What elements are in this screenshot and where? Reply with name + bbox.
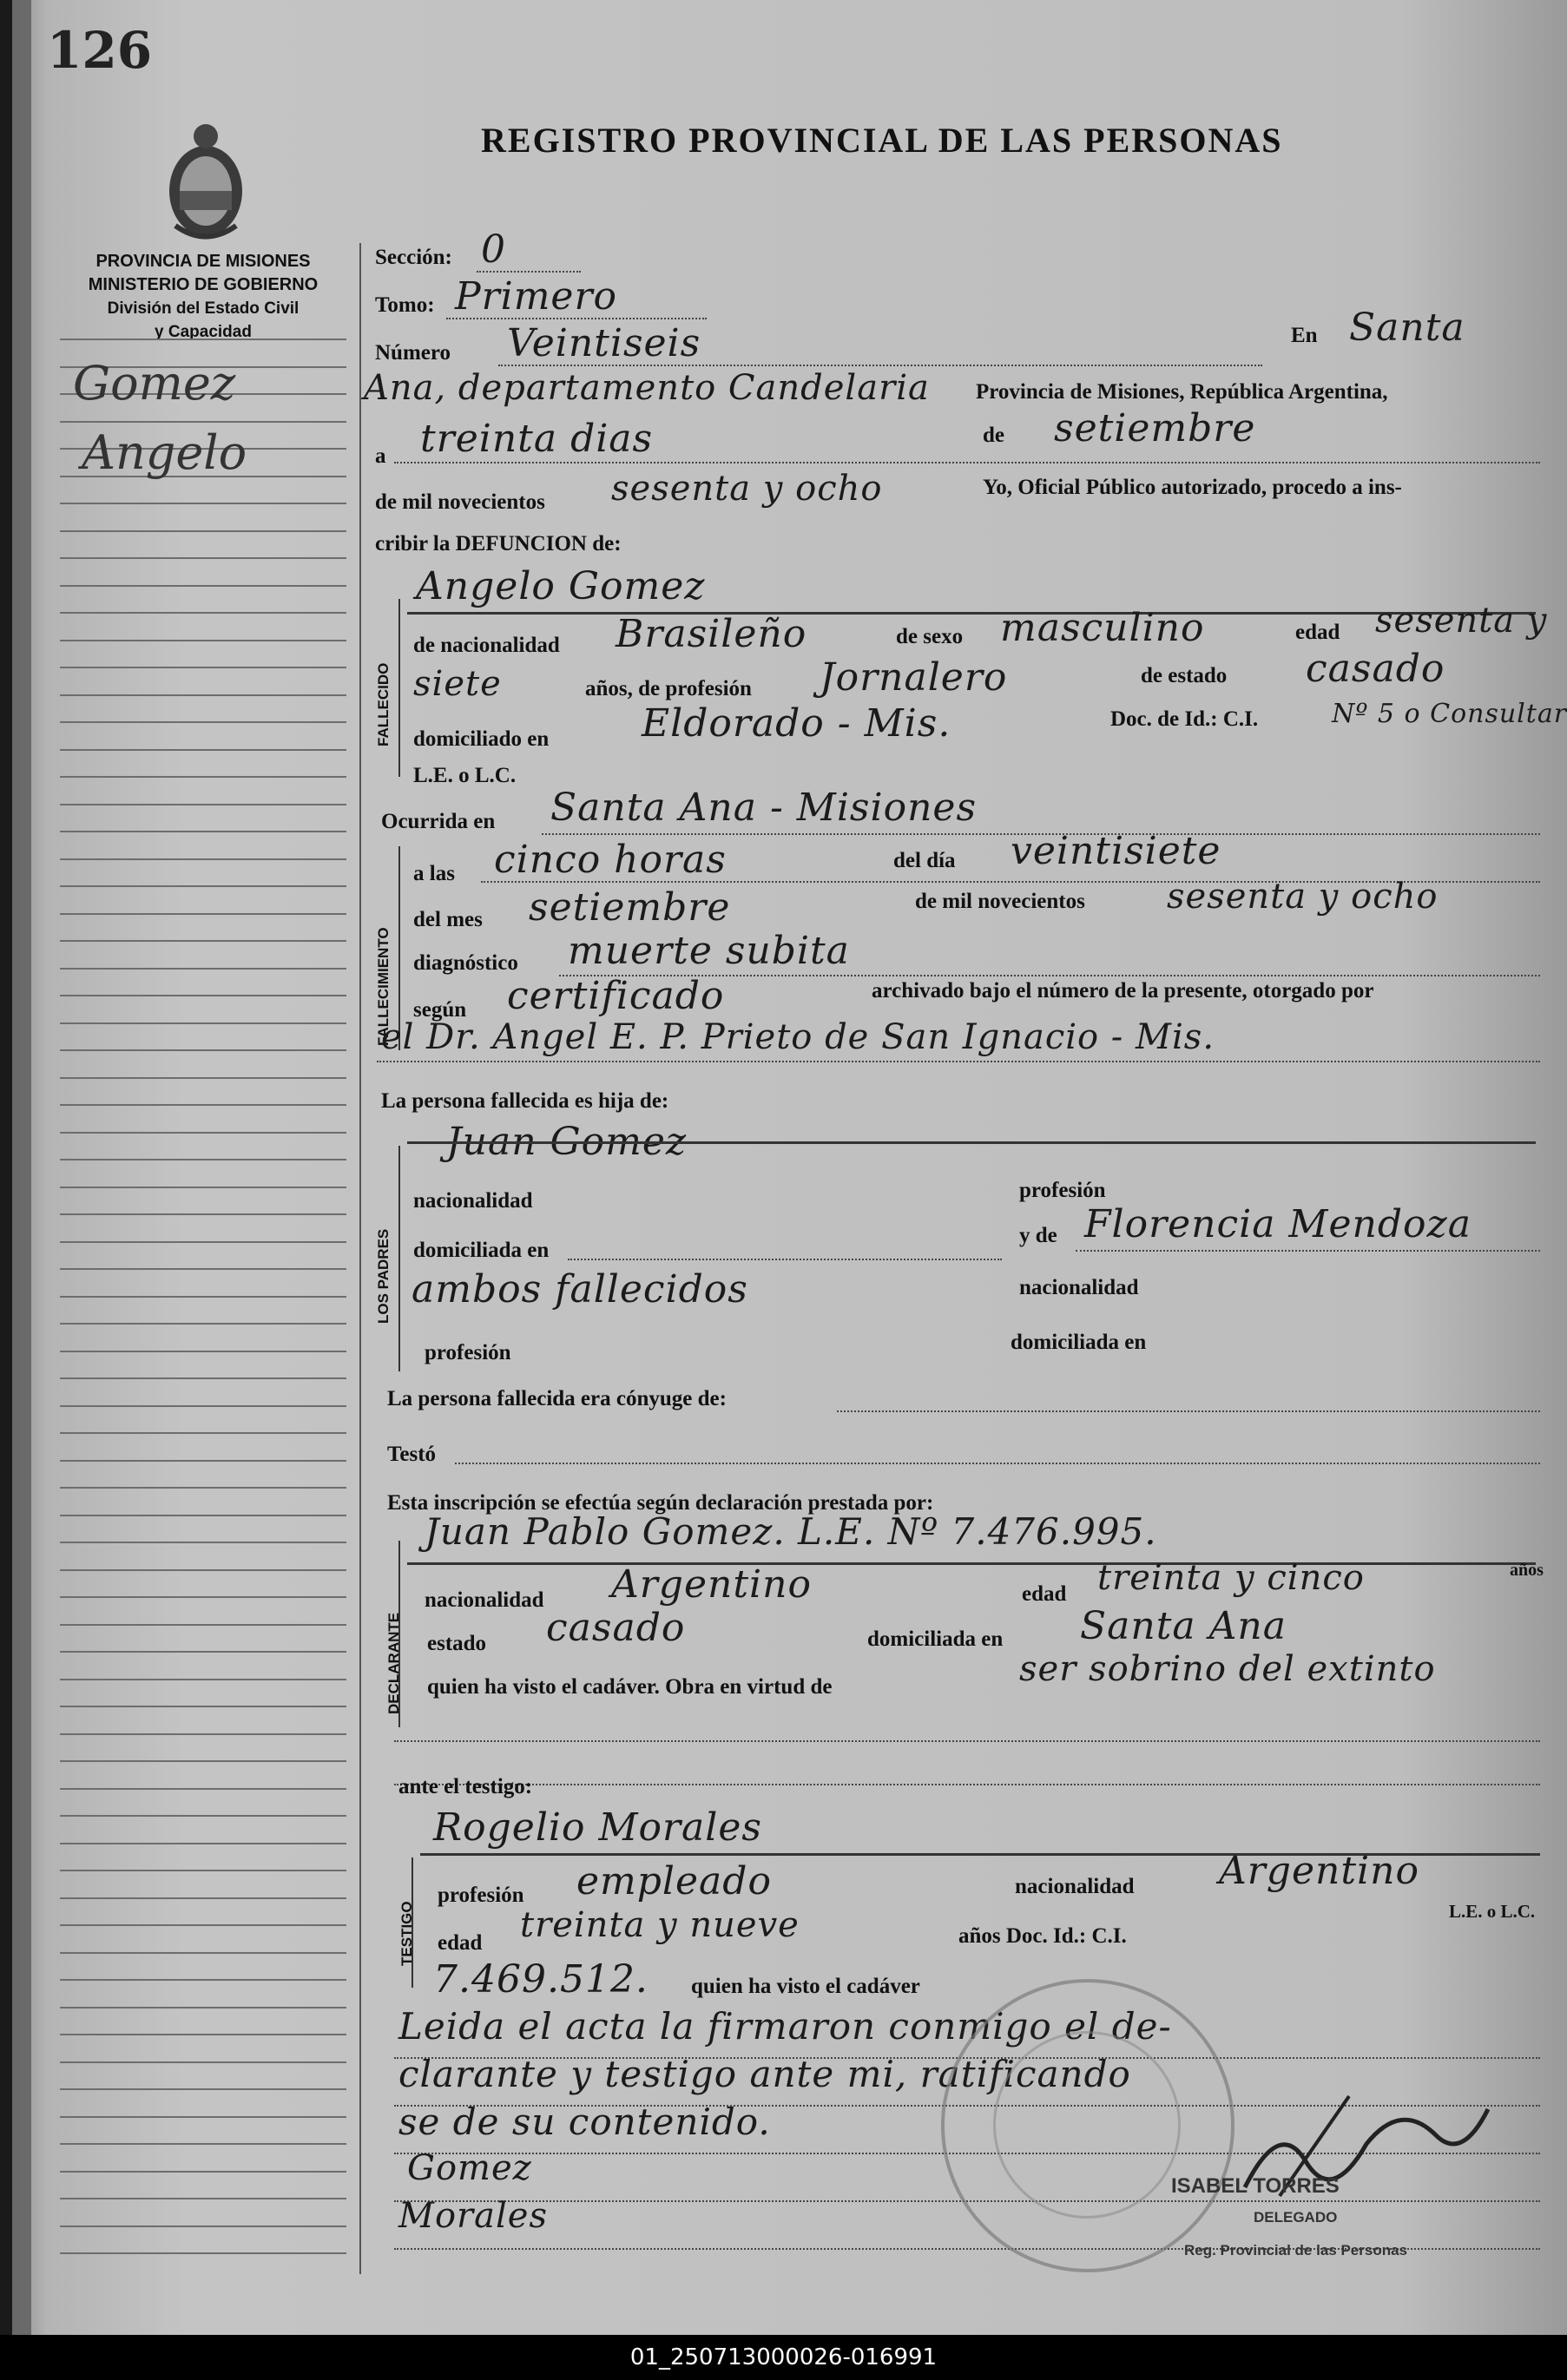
- document-title: REGISTRO PROVINCIAL DE LAS PERSONAS: [481, 121, 1283, 160]
- margin-rule-line: [60, 1432, 346, 1434]
- numero-label: Número: [375, 341, 451, 365]
- margin-rule-line: [60, 1487, 346, 1489]
- margin-rule-line: [60, 2034, 346, 2035]
- margin-rule-line: [60, 1569, 346, 1571]
- margin-rule-line: [60, 2116, 346, 2118]
- margin-rule-line: [60, 2143, 346, 2145]
- fallecido-section-label: FALLECIDO: [375, 662, 392, 746]
- anios-profesion-label: años, de profesión: [585, 677, 752, 700]
- madre-domic-label: domiciliada en: [1011, 1331, 1147, 1354]
- domicilio-label: domiciliado en: [413, 727, 550, 751]
- locality-value: Ana, departamento Candelaria: [364, 368, 930, 408]
- margin-rule-line: [60, 1132, 346, 1134]
- dia-label: del día: [893, 849, 956, 872]
- padre-domic-line: [568, 1259, 1002, 1260]
- padres-bracket: [398, 1146, 400, 1371]
- margin-rule-line: [60, 1979, 346, 1981]
- margin-rule-line: [60, 804, 346, 805]
- margin-rule-line: [60, 1296, 346, 1298]
- oficial-text: Yo, Oficial Público autorizado, procedo a ins-: [983, 476, 1402, 499]
- testigo-nombre: Rogelio Morales: [433, 1805, 762, 1850]
- hija-text: La persona fallecida es hija de:: [381, 1089, 669, 1113]
- ocurrida-value: Santa Ana - Misiones: [550, 786, 978, 830]
- fallecimiento-section-label: FALLECIMIENTO: [375, 927, 392, 1046]
- margin-rule-line: [60, 885, 346, 887]
- fallecido-profesion: Jornalero: [820, 655, 1008, 700]
- domicilio-value: Eldorado - Mis.: [642, 701, 951, 746]
- madre-nac-label: nacionalidad: [1019, 1276, 1139, 1299]
- madre-prof-label: profesión: [425, 1341, 511, 1364]
- margin-rule-line: [60, 1351, 346, 1352]
- margin-rule-line: [60, 2007, 346, 2009]
- margin-rule-line: [60, 2061, 346, 2063]
- doc-label: Doc. de Id.: C.I.: [1110, 707, 1259, 731]
- otorgado-value: el Dr. Angel E. P. Prieto de San Ignacio - Mis.: [381, 1017, 1215, 1057]
- conyuge-text: La persona fallecida era cónyuge de:: [387, 1387, 727, 1410]
- cierre-line-1: Leida el acta la firmaron conmigo el de-: [398, 2005, 1172, 2048]
- margin-rule-line: [60, 1870, 346, 1871]
- margin-rule-line: [60, 585, 346, 587]
- margin-rule-line: [60, 1788, 346, 1790]
- testigo-doc-value: 7.469.512.: [433, 1957, 649, 2002]
- sexo-label: de sexo: [896, 625, 964, 648]
- testigo-edad-value: treinta y nueve: [520, 1905, 800, 1945]
- margin-rule-line: [60, 1323, 346, 1325]
- segun-label: según: [413, 998, 467, 1022]
- provincia-label: Provincia de Misiones, República Argentina,: [976, 380, 1388, 404]
- testigo-le-label: L.E. o L.C.: [1449, 1901, 1536, 1922]
- declarante-visto-value: ser sobrino del extinto: [1019, 1649, 1436, 1689]
- seccion-value: 0: [481, 227, 506, 272]
- ambos-value: ambos fallecidos: [412, 1267, 748, 1312]
- numero-value: Veintiseis: [507, 321, 701, 365]
- padre-line: [407, 1141, 1536, 1144]
- archivado-text: archivado bajo el número de la presente, otorgado por: [872, 979, 1374, 1003]
- conyuge-line: [837, 1410, 1540, 1412]
- margin-rule-line: [60, 995, 346, 996]
- sexo-value: masculino: [1000, 606, 1205, 650]
- margin-rule-line: [60, 776, 346, 778]
- edad-value: sesenta y: [1375, 601, 1548, 641]
- declarante-edad-value: treinta y cinco: [1097, 1558, 1365, 1598]
- margin-rule-line: [60, 1542, 346, 1543]
- declarante-nac-value: Argentino: [611, 1562, 812, 1607]
- estado-label: de estado: [1141, 664, 1228, 687]
- alas-label: a las: [413, 862, 455, 885]
- padre-value: Juan Gomez: [446, 1120, 688, 1164]
- ante-testigo-text: ante el testigo:: [398, 1775, 533, 1798]
- date-line: [394, 462, 1540, 464]
- dia-value: veintisiete: [1011, 829, 1221, 873]
- mes-label: del mes: [413, 908, 483, 931]
- declarante-estado-value: casado: [546, 1606, 686, 1650]
- testo-line: [455, 1463, 1540, 1464]
- testigo-prof-label: profesión: [438, 1884, 524, 1907]
- seccion-line: [477, 271, 581, 273]
- testigo-nac-label: nacionalidad: [1015, 1875, 1135, 1898]
- margin-rule-line: [60, 1213, 346, 1215]
- testigo-edad-label: edad: [438, 1931, 483, 1955]
- testigo-nac-value: Argentino: [1219, 1849, 1419, 1893]
- en-value: Santa: [1349, 306, 1465, 350]
- edad-label: edad: [1295, 621, 1340, 644]
- margin-rule-line: [60, 2225, 346, 2227]
- margin-rule-line: [60, 1733, 346, 1735]
- margin-rule-line: [60, 640, 346, 641]
- margin-rule-line: [60, 1159, 346, 1160]
- segun-value: certificado: [507, 974, 725, 1018]
- declaracion-intro: Esta inscripción se efectúa según declaración prestada por:: [387, 1491, 934, 1515]
- margin-rule-line: [60, 1897, 346, 1899]
- declarante-extra-line-1: [394, 1740, 1540, 1742]
- margin-rule-line: [60, 530, 346, 532]
- firma-declarante: Gomez: [407, 2148, 532, 2188]
- margin-rule-line: [60, 1952, 346, 1954]
- testigo-prof-value: empleado: [576, 1859, 772, 1903]
- margin-rule-line: [60, 694, 346, 696]
- image-id-caption: 01_250713000026-016991: [0, 2335, 1567, 2380]
- margin-rule-line: [60, 1377, 346, 1379]
- margin-rule-line: [60, 1077, 346, 1079]
- tomo-label: Tomo:: [375, 293, 435, 317]
- margin-rule-line: [60, 1651, 346, 1653]
- margin-rule-line: [60, 858, 346, 860]
- margin-rule-line: [60, 1843, 346, 1844]
- mes-value: setiembre: [1054, 406, 1256, 450]
- testigo-doc-label: años Doc. Id.: C.I.: [958, 1924, 1127, 1948]
- org-province: PROVINCIA DE MISIONES: [95, 252, 311, 271]
- margin-rule-line: [60, 721, 346, 723]
- dia-value: treinta dias: [420, 417, 654, 461]
- margin-rule-line: [60, 1405, 346, 1407]
- declarante-domic-label: domiciliada en: [867, 1627, 1004, 1651]
- fallecido-bracket: [398, 599, 400, 777]
- declarante-extra-line-2: [394, 1784, 1540, 1785]
- margin-rule-line: [60, 1460, 346, 1462]
- margin-rule-line: [60, 2088, 346, 2090]
- en-label: En: [1291, 324, 1318, 347]
- cierre-line-2: clarante y testigo ante mi, ratificando: [398, 2053, 1131, 2095]
- seccion-label: Sección:: [375, 246, 452, 269]
- margin-rule-line: [60, 1624, 346, 1626]
- fallecimiento-anio: sesenta y ocho: [1167, 877, 1439, 917]
- estado-value: casado: [1306, 647, 1445, 691]
- margin-rule-line: [60, 968, 346, 970]
- declarante-domic-value: Santa Ana: [1080, 1604, 1287, 1648]
- official-name: ISABEL TORRES: [1171, 2174, 1340, 2198]
- diagnostico-value: muerte subita: [568, 929, 850, 973]
- madre-value: Florencia Mendoza: [1084, 1202, 1472, 1246]
- declarante-estado-label: estado: [427, 1632, 487, 1655]
- diagnostico-label: diagnóstico: [413, 951, 518, 975]
- fallecido-nombre: Angelo Gomez: [416, 564, 706, 608]
- official-seal-inner-ring: [993, 2031, 1181, 2219]
- testigo-section-label: TESTIGO: [398, 1901, 415, 1966]
- fallecimiento-mil-label: de mil novecientos: [915, 890, 1085, 913]
- padre-prof-label: profesión: [1019, 1179, 1106, 1202]
- declarante-edad-label: edad: [1022, 1582, 1067, 1606]
- testigo-visto-text: quien ha visto el cadáver: [691, 1975, 920, 1998]
- a-label: a: [375, 444, 386, 468]
- margin-rule-line: [60, 612, 346, 614]
- hora-value: cinco horas: [494, 838, 727, 882]
- le-label: L.E. o L.C.: [413, 764, 517, 787]
- declarante-nac-label: nacionalidad: [425, 1588, 544, 1612]
- padre-domic-label: domiciliada en: [413, 1239, 550, 1262]
- inscribir-text: cribir la DEFUNCION de:: [375, 532, 622, 556]
- mil-label: de mil novecientos: [375, 490, 545, 514]
- margin-rule-line: [60, 1049, 346, 1051]
- org-division: División del Estado Civil: [107, 299, 300, 318]
- padres-section-label: LOS PADRES: [375, 1228, 392, 1324]
- org-ministry: MINISTERIO DE GOBIERNO: [88, 275, 319, 294]
- doc-value: Nº 5 o Consultar: [1332, 699, 1567, 729]
- margin-rule-line: [60, 1596, 346, 1598]
- margin-rule-line: [60, 2198, 346, 2199]
- margin-rule-line: [60, 1760, 346, 1762]
- fallecido-nac-label: de nacionalidad: [413, 634, 560, 657]
- margin-rule-line: [60, 940, 346, 942]
- numero-line: [498, 365, 1262, 366]
- fallecido-nombre-line: [407, 612, 1536, 615]
- declarante-nombre-line: [407, 1562, 1536, 1565]
- ocurrida-label: Ocurrida en: [381, 810, 496, 833]
- tomo-line: [446, 318, 707, 319]
- margin-rule-line: [60, 421, 346, 423]
- margin-rule-line: [60, 749, 346, 751]
- margin-rule-line: [60, 1241, 346, 1243]
- yde-label: y de: [1019, 1224, 1057, 1247]
- folio-number: 126: [47, 21, 153, 80]
- issuing-organization: [47, 250, 359, 344]
- margin-rule-line: [60, 503, 346, 504]
- coat-of-arms-emblem: [158, 117, 253, 247]
- margin-surname: Gomez: [73, 356, 236, 411]
- margin-rule-line: [60, 913, 346, 915]
- book-spine: [12, 0, 31, 2335]
- padre-nac-label: nacionalidad: [413, 1189, 533, 1213]
- testo-label: Testó: [387, 1443, 437, 1466]
- margin-ruled-lines: [60, 339, 355, 2274]
- declarante-section-label: DECLARANTE: [385, 1612, 402, 1714]
- margin-rule-line: [60, 1679, 346, 1680]
- margin-rule-line: [60, 2252, 346, 2254]
- record-page: [12, 0, 1567, 2335]
- margin-rule-line: [60, 1924, 346, 1926]
- margin-rule-line: [60, 1022, 346, 1024]
- margin-rule-line: [60, 2171, 346, 2173]
- anio-value: sesenta y ocho: [611, 469, 883, 509]
- fallecido-nac-value: Brasileño: [616, 612, 807, 656]
- margin-rule-line: [60, 1104, 346, 1106]
- declarante-anios-label: años: [1510, 1561, 1544, 1580]
- margin-rule-line: [60, 557, 346, 559]
- margin-rule-line: [60, 339, 346, 340]
- otorgado-line: [377, 1061, 1540, 1062]
- margin-rule-line: [60, 831, 346, 832]
- official-title: DELEGADO: [1254, 2209, 1338, 2225]
- margin-rule-line: [60, 1706, 346, 1707]
- firma-testigo: Morales: [398, 2196, 548, 2236]
- margin-rule-line: [60, 1515, 346, 1516]
- margin-divider: [359, 243, 361, 2274]
- de-label: de: [983, 424, 1004, 447]
- tomo-value: Primero: [455, 274, 617, 319]
- margin-rule-line: [60, 667, 346, 668]
- madre-line: [1076, 1250, 1540, 1252]
- fallecimiento-mes: setiembre: [529, 885, 731, 930]
- margin-rule-line: [60, 1268, 346, 1270]
- official-office: Reg. Provincial de las Personas: [1184, 2242, 1408, 2258]
- cierre-line-3: se de su contenido.: [398, 2101, 771, 2143]
- declarante-visto-text: quien ha visto el cadáver. Obra en virtud de: [427, 1675, 833, 1699]
- declarante-nombre: Juan Pablo Gomez. L.E. Nº 7.476.995.: [425, 1510, 1157, 1553]
- margin-rule-line: [60, 1187, 346, 1188]
- org-subdivision: y Capacidad: [155, 323, 252, 341]
- margin-given-name: Angelo: [82, 425, 247, 480]
- edad-value-cont: siete: [413, 664, 502, 704]
- margin-rule-line: [60, 1815, 346, 1817]
